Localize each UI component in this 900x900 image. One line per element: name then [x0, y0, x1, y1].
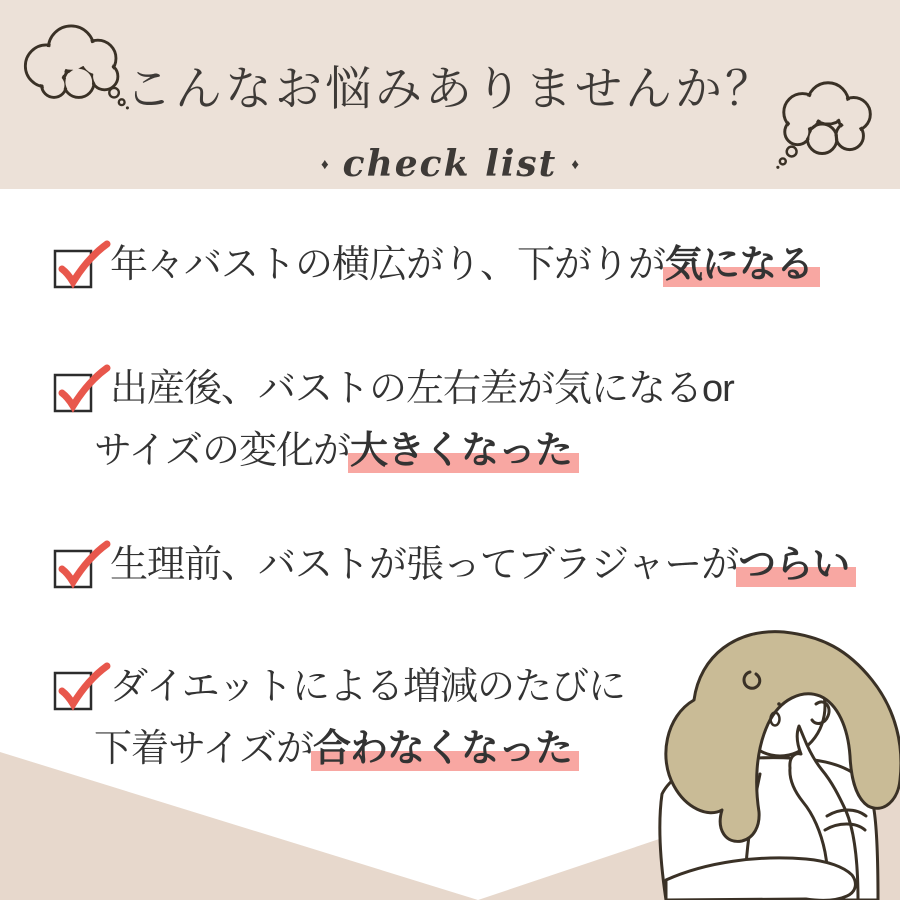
item-text-segment: サイズの変化が	[94, 430, 350, 472]
checklist-item-4	[52, 656, 625, 780]
item-text-segment: 生理前、バストが張ってブラジャーが	[110, 544, 739, 586]
item-text-segment: 出産後、バストの左右差が気になるor	[110, 368, 734, 410]
item-text-highlighted: 気になる	[665, 244, 814, 286]
checklist-subtitle	[0, 140, 900, 188]
item-text-highlighted: つらい	[738, 544, 850, 586]
page-title: こんなお悩みありませんか？	[125, 64, 775, 116]
checklist-item-1	[52, 234, 813, 296]
checked-checkbox-icon	[52, 362, 112, 416]
item-text-segment: 年々バストの横広がり、下がりが	[110, 244, 666, 286]
checked-checkbox-icon	[52, 538, 112, 592]
checklist-item-2	[52, 358, 734, 482]
item-text	[94, 358, 734, 482]
item-text-segment: ダイエットによる増減のたびに	[110, 666, 625, 708]
checklist-subtitle-text: check list	[342, 143, 558, 185]
item-text	[110, 234, 813, 296]
item-text	[110, 534, 849, 596]
header-band	[0, 0, 900, 189]
thinking-woman-illustration	[608, 612, 900, 900]
diamond-icon: ♦	[321, 155, 329, 173]
checked-checkbox-icon	[52, 660, 112, 714]
item-text-segment: 下着サイズが	[94, 728, 313, 770]
item-text-highlighted: 合わなくなった	[312, 728, 572, 770]
diamond-icon: ♦	[571, 155, 579, 173]
item-text	[94, 656, 625, 780]
checklist-item-3	[52, 534, 849, 596]
nose-dot	[777, 702, 781, 706]
item-text-highlighted: 大きくなった	[349, 430, 572, 472]
checked-checkbox-icon	[52, 238, 112, 292]
